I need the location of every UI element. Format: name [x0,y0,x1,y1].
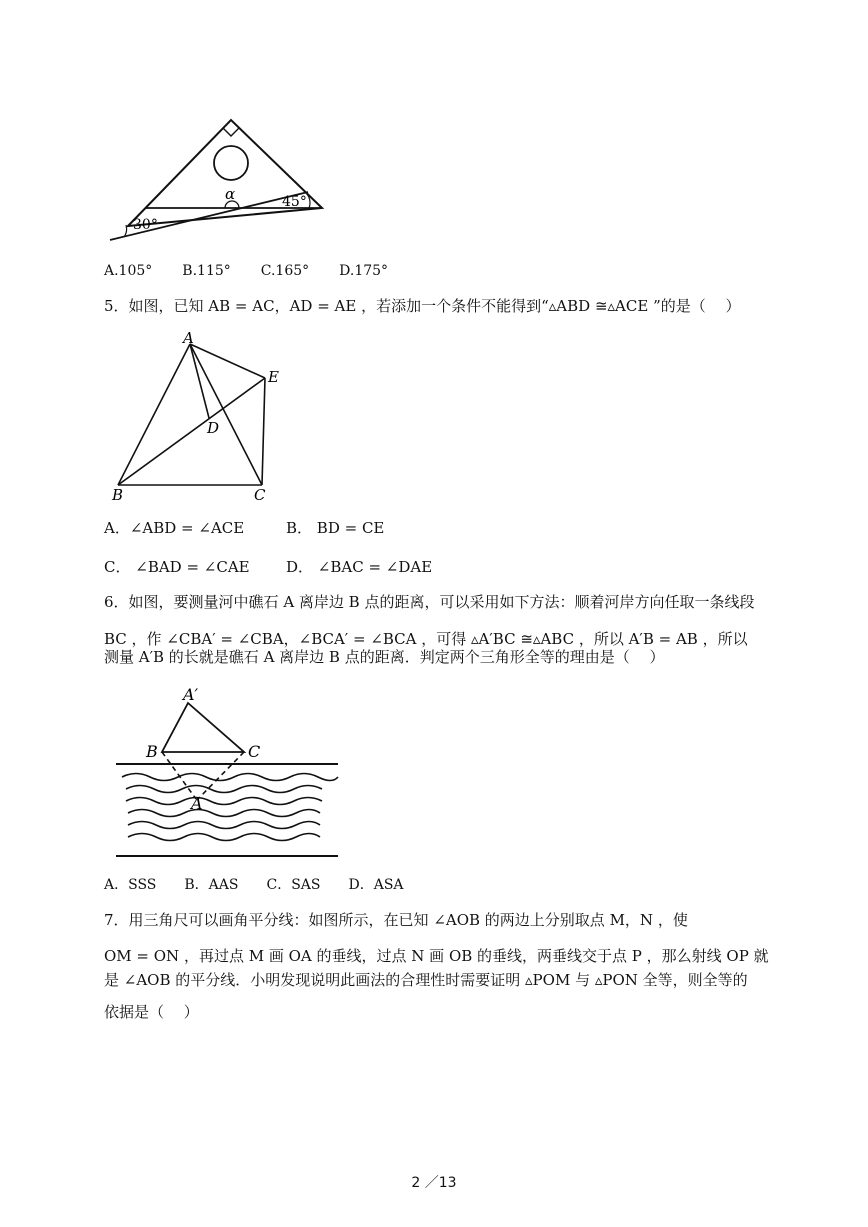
label-B: B [146,742,158,761]
label-A: A [183,329,194,347]
seg-AB [118,344,190,485]
seg-EC [262,378,265,485]
q5-figure [104,330,294,510]
q5-option-c: C． ∠BAD = ∠CAE [104,558,250,576]
q6-stem-line1: 6．如图，要测量河中礁石 A 离岸边 B 点的距离，可以采用如下方法：顺着河岸方向任取一条线段 [104,593,755,611]
seg-AE [190,344,265,378]
label-E: E [268,368,279,386]
label-C: C [254,486,266,504]
q4-option-b: B.115° [182,263,231,279]
triangle-A1BC [162,703,244,752]
q7-stem-line4: 依据是（ ） [104,1003,199,1021]
q5-options-row1 [104,518,385,538]
q5-option-b: B． BD = CE [286,519,385,537]
wave-3 [126,798,322,805]
label-B: B [112,486,124,504]
angle45-label: 45° [282,194,307,210]
label-A-prime: A′ [183,685,199,704]
q4-option-a: A.105° [104,263,153,279]
q7-stem-line2: OM = ON ，再过点 M 画 OA 的垂线，过点 N 画 OB 的垂线，两垂线交于点 P ，那么射线 OP 就 [104,947,769,965]
q5-option-d: D． ∠BAC = ∠DAE [286,558,433,576]
label-C: C [248,742,261,761]
wave-1 [122,774,338,781]
wave-6 [128,834,320,841]
seg-BE [118,378,265,485]
q6-stem-line3: 测量 A′B 的长就是礁石 A 离岸边 B 点的距离．判定两个三角形全等的理由是（ ） [104,648,665,666]
q5-option-a: A．∠ABD = ∠ACE [104,519,245,537]
set-square-hole [214,146,248,180]
set-square-outline [128,120,322,226]
angle30-label: 30° [133,217,158,233]
label-A: A [191,794,203,813]
label-D: D [207,419,220,437]
right-angle-mark [223,128,239,136]
q4-options [104,261,388,281]
q4-option-c: C.165° [260,263,310,279]
q4-figure [104,115,334,250]
q6-figure [104,685,349,865]
wave-4 [128,810,320,817]
q6-stem-line2: BC ，作 ∠CBA′ = ∠CBA，∠BCA′ = ∠BCA ，可得 ▵A′BC ≅▵ABC ，所以 A′B = AB ，所以 [104,630,748,648]
seg-AD [190,344,209,418]
q5-options-row2 [104,557,433,577]
wave-2 [126,786,322,793]
q7-stem-line1: 7．用三角尺可以画角平分线：如图所示，在已知 ∠AOB 的两边上分别取点 M，N ，使 [104,911,688,929]
q5-stem: 5．如图，已知 AB = AC，AD = AE ，若添加一个条件不能得到“▵ABD ≅▵ACE ”的是（ ） [104,297,741,315]
q4-option-d: D.175° [339,263,389,279]
page-number: 2 ／13 [411,1175,457,1191]
wave-5 [128,822,320,829]
water-waves [122,774,338,841]
alpha-label: α [225,185,236,203]
seg-AC [190,344,262,485]
q6-options: A．SSS B．AAS C．SAS D．ASA [104,877,404,893]
q7-stem-line3: 是 ∠AOB 的平分线．小明发现说明此画法的合理性时需要证明 ▵POM 与 ▵PON 全等，则全等的 [104,971,748,989]
